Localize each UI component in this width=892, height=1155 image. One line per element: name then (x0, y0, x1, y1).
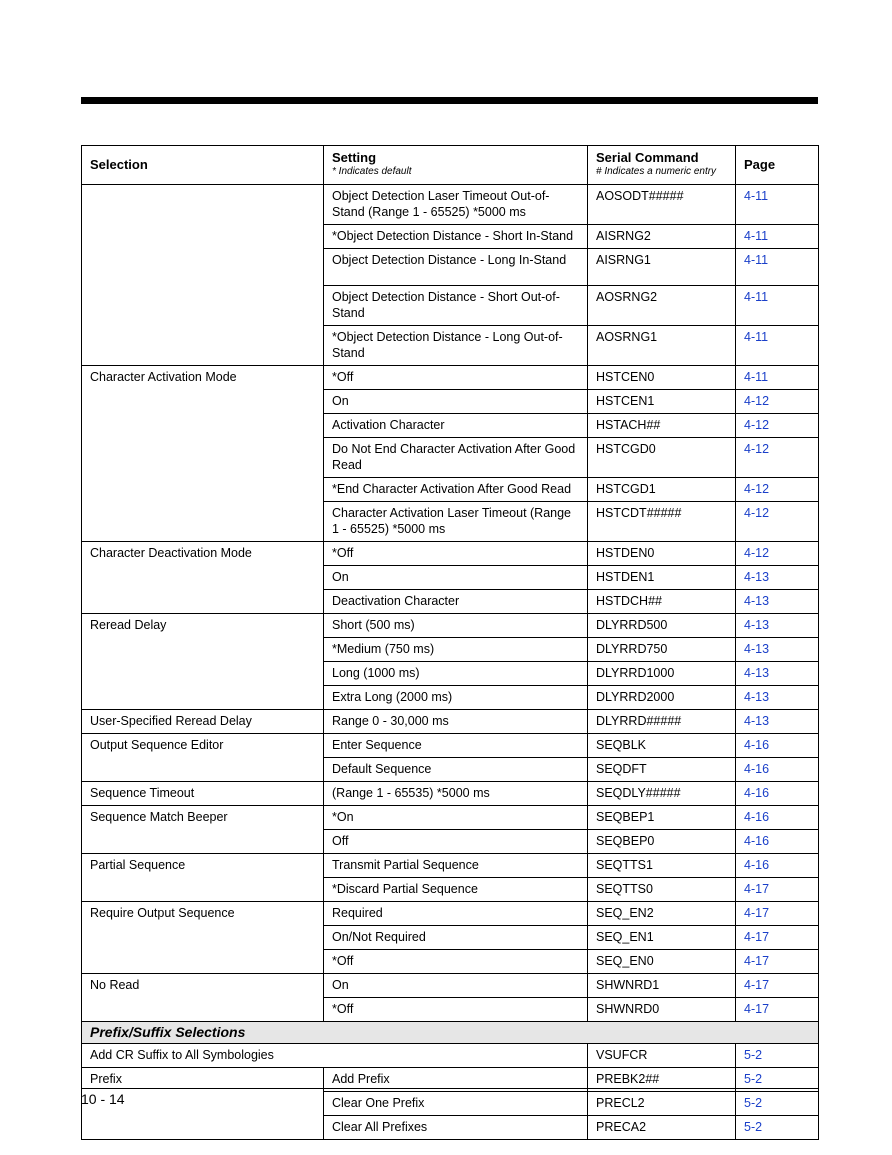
table-row (82, 734, 819, 758)
table-row (82, 854, 819, 878)
page-link[interactable]: 4-17 (736, 998, 819, 1022)
page-link[interactable]: 4-17 (736, 950, 819, 974)
serial-command-cell: SEQ_EN0 (588, 950, 736, 974)
page-link[interactable]: 4-12 (736, 390, 819, 414)
page-link[interactable]: 4-12 (736, 478, 819, 502)
selection-cell: Prefix (82, 1068, 324, 1140)
setting-cell: Extra Long (2000 ms) (324, 686, 588, 710)
setting-cell: Deactivation Character (324, 590, 588, 614)
page-link[interactable]: 4-11 (736, 225, 819, 249)
serial-command-cell: PREBK2## (588, 1068, 736, 1092)
column-header-setting-label: Setting (332, 150, 377, 165)
page-link[interactable]: 4-13 (736, 686, 819, 710)
serial-command-cell: AOSRNG2 (588, 286, 736, 326)
column-header-command-note: # Indicates a numeric entry (596, 166, 717, 177)
selection-cell: Require Output Sequence (82, 902, 324, 974)
setting-cell: Transmit Partial Sequence (324, 854, 588, 878)
serial-command-cell: SHWNRD1 (588, 974, 736, 998)
serial-command-cell: PRECL2 (588, 1092, 736, 1116)
selection-cell: Output Sequence Editor (82, 734, 324, 782)
serial-command-cell: SEQBEP0 (588, 830, 736, 854)
setting-cell: Clear One Prefix (324, 1092, 588, 1116)
serial-command-cell: DLYRRD##### (588, 710, 736, 734)
page-link[interactable]: 4-11 (736, 249, 819, 286)
column-header-command-label: Serial Command (596, 150, 699, 165)
setting-cell: On (324, 566, 588, 590)
table-row (82, 542, 819, 566)
page-link[interactable]: 4-13 (736, 614, 819, 638)
command-table (81, 145, 819, 1140)
setting-cell: *Off (324, 950, 588, 974)
table-row (82, 902, 819, 926)
page-link[interactable]: 4-12 (736, 438, 819, 478)
serial-command-cell: DLYRRD2000 (588, 686, 736, 710)
selection-cell: Reread Delay (82, 614, 324, 710)
setting-cell: *Off (324, 998, 588, 1022)
section-heading-row (82, 1022, 819, 1044)
setting-cell: Activation Character (324, 414, 588, 438)
serial-command-cell: SEQTTS0 (588, 878, 736, 902)
serial-command-cell: HSTCDT##### (588, 502, 736, 542)
setting-cell: Object Detection Laser Timeout Out-of-Stand (Range 1 - 65525) *5000 ms (324, 185, 588, 225)
column-header-command (588, 146, 736, 185)
serial-command-cell: PRECA2 (588, 1116, 736, 1140)
footer-rule (81, 1088, 818, 1089)
selection-cell (82, 185, 324, 366)
column-header-setting (324, 146, 588, 185)
section-heading: Prefix/Suffix Selections (82, 1022, 819, 1044)
serial-command-cell: VSUFCR (588, 1044, 736, 1068)
page-number: 10 - 14 (81, 1091, 125, 1107)
setting-cell: Do Not End Character Activation After Good Read (324, 438, 588, 478)
page-link[interactable]: 5-2 (736, 1092, 819, 1116)
setting-cell: *Object Detection Distance - Long Out-of-Stand (324, 326, 588, 366)
selection-cell: Character Deactivation Mode (82, 542, 324, 614)
serial-command-cell: HSTACH## (588, 414, 736, 438)
serial-command-cell: SEQ_EN2 (588, 902, 736, 926)
selection-cell: Sequence Timeout (82, 782, 324, 806)
selection-cell: Character Activation Mode (82, 366, 324, 542)
setting-cell: Object Detection Distance - Short Out-of-Stand (324, 286, 588, 326)
selection-cell: No Read (82, 974, 324, 1022)
column-header-setting-note: * Indicates default (332, 166, 412, 177)
page-link[interactable]: 4-11 (736, 366, 819, 390)
setting-cell: (Range 1 - 65535) *5000 ms (324, 782, 588, 806)
setting-cell: *End Character Activation After Good Read (324, 478, 588, 502)
table-row (82, 974, 819, 998)
setting-cell: *Discard Partial Sequence (324, 878, 588, 902)
page-link[interactable]: 5-2 (736, 1068, 819, 1092)
page-link[interactable]: 5-2 (736, 1116, 819, 1140)
setting-cell: Clear All Prefixes (324, 1116, 588, 1140)
page-link[interactable]: 4-17 (736, 902, 819, 926)
setting-cell: Short (500 ms) (324, 614, 588, 638)
setting-cell: Off (324, 830, 588, 854)
setting-cell: *Off (324, 366, 588, 390)
page-link[interactable]: 4-13 (736, 662, 819, 686)
selection-cell: Partial Sequence (82, 854, 324, 902)
setting-cell: On/Not Required (324, 926, 588, 950)
page-link[interactable]: 4-13 (736, 590, 819, 614)
setting-cell: Enter Sequence (324, 734, 588, 758)
setting-cell: Add Prefix (324, 1068, 588, 1092)
setting-cell: *Off (324, 542, 588, 566)
page-link[interactable]: 4-17 (736, 878, 819, 902)
column-header-page: Page (736, 146, 819, 185)
setting-cell: Object Detection Distance - Long In-Stand (324, 249, 588, 286)
selection-cell: User-Specified Reread Delay (82, 710, 324, 734)
setting-cell: *Medium (750 ms) (324, 638, 588, 662)
page-link[interactable]: 4-12 (736, 414, 819, 438)
serial-command-cell: AOSRNG1 (588, 326, 736, 366)
setting-cell: Default Sequence (324, 758, 588, 782)
setting-cell: Range 0 - 30,000 ms (324, 710, 588, 734)
page-link[interactable]: 4-16 (736, 734, 819, 758)
table-row (82, 806, 819, 830)
serial-command-cell: HSTCEN1 (588, 390, 736, 414)
page-link[interactable]: 4-17 (736, 974, 819, 998)
setting-cell: On (324, 390, 588, 414)
serial-command-cell: HSTDEN0 (588, 542, 736, 566)
setting-cell: On (324, 974, 588, 998)
serial-command-cell: HSTCEN0 (588, 366, 736, 390)
serial-command-cell: HSTDEN1 (588, 566, 736, 590)
page-link[interactable]: 4-17 (736, 926, 819, 950)
page-link[interactable]: 4-16 (736, 854, 819, 878)
page-link[interactable]: 4-11 (736, 185, 819, 225)
page-link[interactable]: 4-12 (736, 502, 819, 542)
serial-command-cell: AOSODT##### (588, 185, 736, 225)
setting-cell: Required (324, 902, 588, 926)
table-row (82, 366, 819, 390)
table-header (82, 146, 819, 185)
header-rule (81, 97, 818, 104)
page-link[interactable]: 4-16 (736, 806, 819, 830)
serial-command-cell: SEQ_EN1 (588, 926, 736, 950)
table-row (82, 782, 819, 806)
setting-cell: Long (1000 ms) (324, 662, 588, 686)
table-row (82, 185, 819, 225)
serial-command-cell: SEQBEP1 (588, 806, 736, 830)
serial-command-cell: HSTDCH## (588, 590, 736, 614)
serial-command-cell: SHWNRD0 (588, 998, 736, 1022)
page-link[interactable]: 4-13 (736, 710, 819, 734)
table-row (82, 614, 819, 638)
serial-command-cell: AISRNG1 (588, 249, 736, 286)
serial-command-cell: HSTCGD1 (588, 478, 736, 502)
serial-command-cell: DLYRRD1000 (588, 662, 736, 686)
page-link[interactable]: 4-12 (736, 542, 819, 566)
serial-command-cell: HSTCGD0 (588, 438, 736, 478)
command-table-container (81, 145, 818, 1140)
serial-command-cell: SEQBLK (588, 734, 736, 758)
serial-command-cell: SEQDFT (588, 758, 736, 782)
page-link[interactable]: 4-16 (736, 758, 819, 782)
setting-cell: *Object Detection Distance - Short In-Stand (324, 225, 588, 249)
page-link[interactable]: 4-13 (736, 638, 819, 662)
setting-cell: Character Activation Laser Timeout (Range 1 - 65525) *5000 ms (324, 502, 588, 542)
column-header-selection: Selection (82, 146, 324, 185)
page-link[interactable]: 4-16 (736, 830, 819, 854)
serial-command-cell: AISRNG2 (588, 225, 736, 249)
serial-command-cell: DLYRRD500 (588, 614, 736, 638)
setting-cell: *On (324, 806, 588, 830)
table-body (82, 185, 819, 1140)
page-link[interactable]: 4-11 (736, 286, 819, 326)
serial-command-cell: DLYRRD750 (588, 638, 736, 662)
page-link[interactable]: 4-13 (736, 566, 819, 590)
table-row (82, 710, 819, 734)
serial-command-cell: SEQDLY##### (588, 782, 736, 806)
page-link[interactable]: 4-16 (736, 782, 819, 806)
serial-command-cell: SEQTTS1 (588, 854, 736, 878)
page-link[interactable]: 4-11 (736, 326, 819, 366)
table-row (82, 1044, 819, 1068)
selection-cell: Add CR Suffix to All Symbologies (82, 1044, 588, 1068)
page-link[interactable]: 5-2 (736, 1044, 819, 1068)
selection-cell: Sequence Match Beeper (82, 806, 324, 854)
